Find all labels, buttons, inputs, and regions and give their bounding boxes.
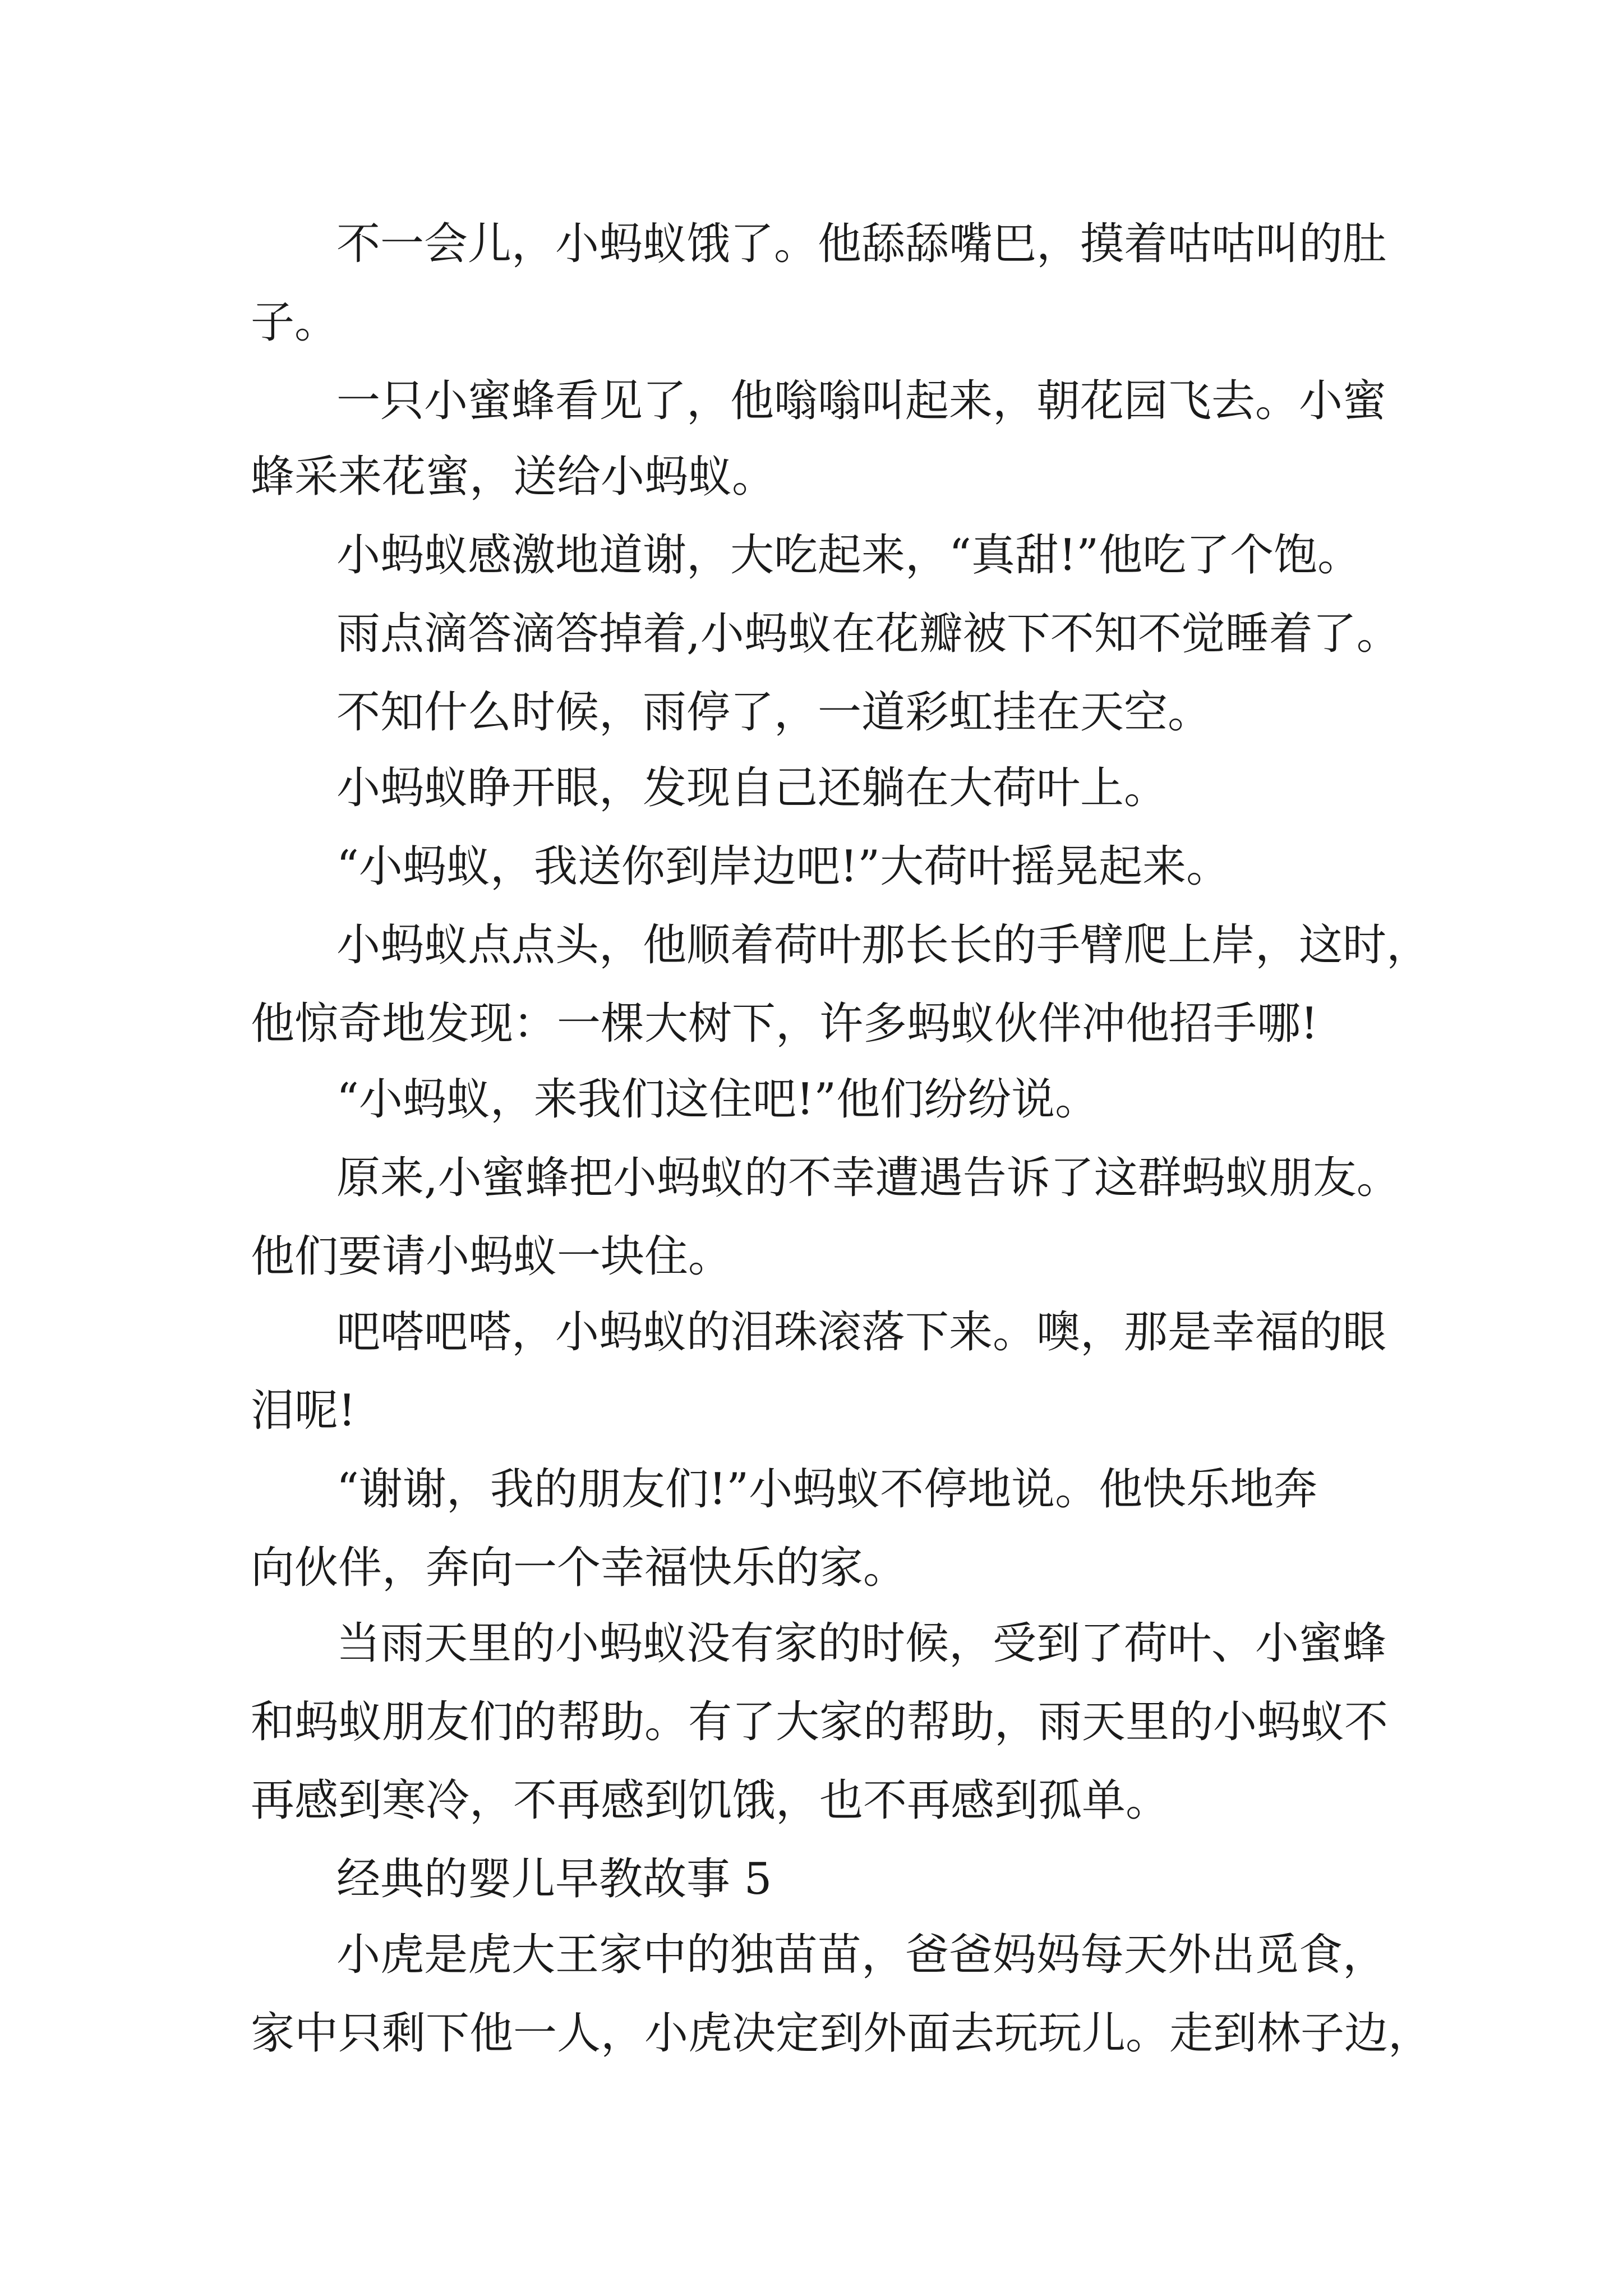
text-line: 向伙伴，奔向一个幸福快乐的家。: [251, 1543, 907, 1593]
text-line: 不知什么时候，雨停了，一道彩虹挂在天空。: [336, 687, 1212, 738]
text-line: 原来,小蜜蜂把小蚂蚁的不幸遭遇告诉了这群蚂蚁朋友。: [336, 1153, 1400, 1203]
text-line: “小蚂蚁，来我们这住吧!”他们纷纷说。: [336, 1074, 1099, 1125]
text-line: 小蚂蚁睁开眼，发现自己还躺在大荷叶上。: [336, 763, 1168, 813]
text-line: 和蚂蚁朋友们的帮助。有了大家的帮助，雨天里的小蚂蚁不: [251, 1697, 1389, 1747]
text-line: 一只小蜜蜂看见了，他嗡嗡叫起来，朝花园飞去。小蜜: [336, 376, 1387, 426]
text-line: “谢谢，我的朋友们!”小蚂蚁不停地说。他快乐地奔: [336, 1464, 1318, 1515]
section-heading: 经典的婴儿早教故事 5: [336, 1854, 772, 1904]
text-line: 蜂采来花蜜，送给小蚂蚁。: [251, 452, 776, 502]
text-line: 子。: [251, 297, 339, 348]
text-line: 吧嗒吧嗒，小蚂蚁的泪珠滚落下来。噢，那是幸福的眼: [336, 1307, 1387, 1358]
text-line: 家中只剩下他一人，小虎决定到外面去玩玩儿。走到林子边，: [251, 2008, 1432, 2059]
text-line: 当雨天里的小蚂蚁没有家的时候，受到了荷叶、小蜜蜂: [336, 1618, 1387, 1669]
text-line: 再感到寒冷，不再感到饥饿，也不再感到孤单。: [251, 1775, 1170, 1826]
text-line: 他们要请小蚂蚁一块住。: [251, 1231, 732, 1282]
text-line: 小蚂蚁感激地道谢，大吃起来，“真甜!”他吃了个饱。: [336, 530, 1362, 581]
text-line: 不一会儿，小蚂蚁饿了。他舔舔嘴巴，摸着咕咕叫的肚: [336, 219, 1387, 269]
text-line: 他惊奇地发现：一棵大树下，许多蚂蚁伙伴冲他招手哪!: [251, 999, 1318, 1049]
text-line: 小虎是虎大王家中的独苗苗，爸爸妈妈每天外出觅食，: [336, 1930, 1387, 1980]
text-line: 小蚂蚁点点头，他顺着荷叶那长长的手臂爬上岸，这时，: [336, 920, 1431, 970]
text-line: 雨点滴答滴答掉着,小蚂蚁在花瓣被下不知不觉睡着了。: [336, 609, 1400, 659]
text-line: 泪呢!: [251, 1386, 356, 1436]
text-line: “小蚂蚁，我送你到岸边吧!”大荷叶摇晃起来。: [336, 841, 1230, 892]
